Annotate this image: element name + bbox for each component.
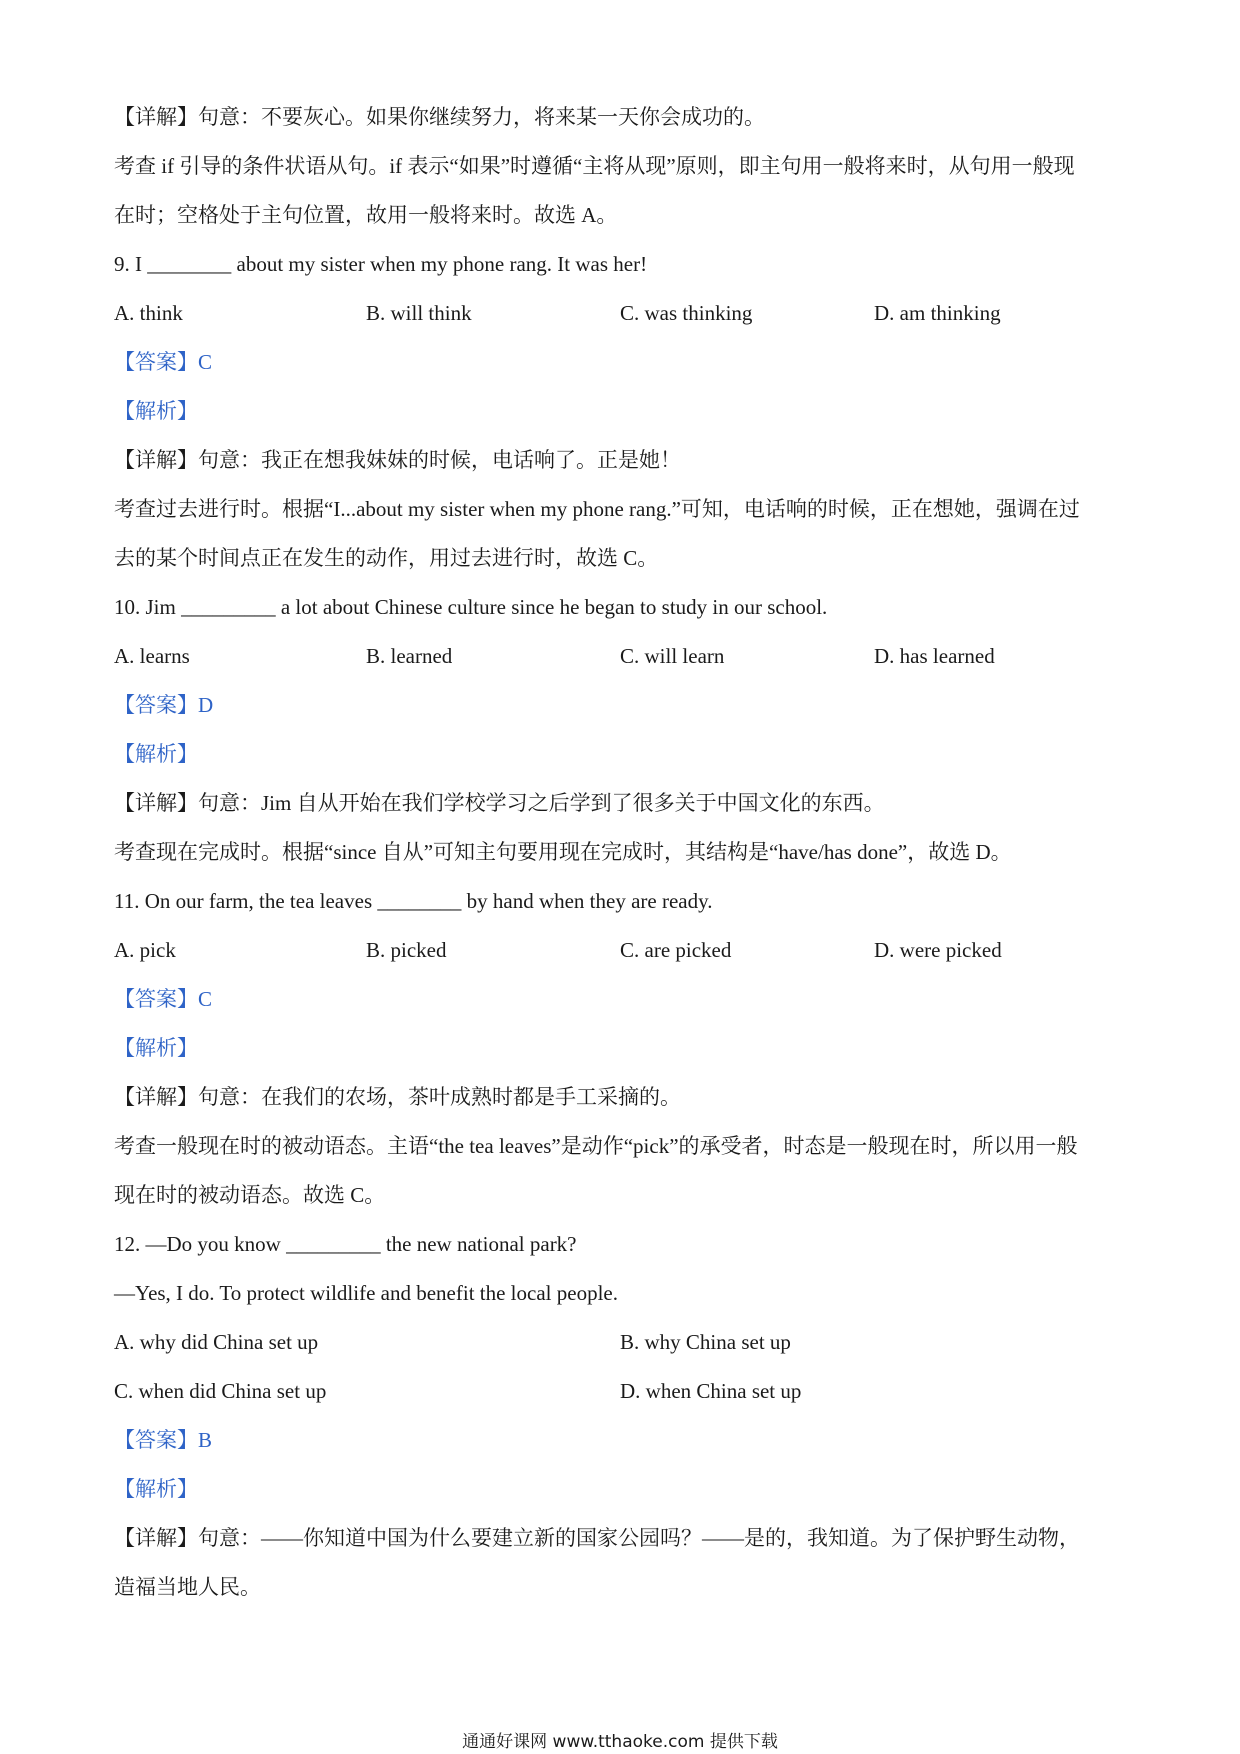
q8-analysis-line2: 在时；空格处于主句位置，故用一般将来时。故选 A。 <box>114 203 618 227</box>
q10-option-d: D. has learned <box>874 644 995 668</box>
q9-stem: 9. I ________ about my sister when my phone rang. It was her! <box>114 252 648 276</box>
q12-answer: 【答案】B <box>114 1428 213 1452</box>
page-footer: 通通好课网 www.tthaoke.com 提供下载 <box>462 1732 778 1752</box>
q11-option-b: B. picked <box>366 938 447 962</box>
q12-detail-line1: 【详解】句意：——你知道中国为什么要建立新的国家公园吗？——是的，我知道。为了保护野生动物， <box>114 1526 1080 1550</box>
q10-option-b: B. learned <box>366 644 453 668</box>
q9-analysis-line2: 去的某个时间点正在发生的动作，用过去进行时，故选 C。 <box>114 546 659 570</box>
q11-option-c: C. are picked <box>620 938 732 962</box>
q9-option-c: C. was thinking <box>620 301 753 325</box>
q11-analysis-line2: 现在时的被动语态。故选 C。 <box>114 1183 386 1207</box>
q12-option-b: B. why China set up <box>620 1330 791 1354</box>
q9-option-a: A. think <box>114 301 183 325</box>
q9-answer: 【答案】C <box>114 350 213 374</box>
q11-option-d: D. were picked <box>874 938 1002 962</box>
q9-option-b: B. will think <box>366 301 472 325</box>
q12-option-c: C. when did China set up <box>114 1379 327 1403</box>
q12-option-d: D. when China set up <box>620 1379 802 1403</box>
q10-stem: 10. Jim _________ a lot about Chinese culture since he began to study in our school. <box>114 595 828 619</box>
q11-analysis-line1: 考查一般现在时的被动语态。主语“the tea leaves”是动作“pick”的承受者，时态是一般现在时，所以用一般 <box>114 1134 1078 1158</box>
q10-detail: 【详解】句意：Jim 自从开始在我们学校学习之后学到了很多关于中国文化的东西。 <box>114 791 885 815</box>
q10-option-c: C. will learn <box>620 644 725 668</box>
q11-answer: 【答案】C <box>114 987 213 1011</box>
q12-stem: 12. —Do you know _________ the new national park? <box>114 1232 577 1256</box>
q8-detail: 【详解】句意：不要灰心。如果你继续努力，将来某一天你会成功的。 <box>114 105 765 129</box>
q8-analysis-line1: 考查 if 引导的条件状语从句。if 表示“如果”时遵循“主将从现”原则，即主句用一般将来时，从句用一般现 <box>114 154 1075 178</box>
q11-stem: 11. On our farm, the tea leaves ________ by hand when they are ready. <box>114 889 713 913</box>
q10-option-a: A. learns <box>114 644 190 668</box>
q9-jiexi: 【解析】 <box>114 399 198 423</box>
q12-jiexi: 【解析】 <box>114 1477 198 1501</box>
q12-detail-line2: 造福当地人民。 <box>114 1575 261 1599</box>
q11-option-a: A. pick <box>114 938 176 962</box>
q10-jiexi: 【解析】 <box>114 742 198 766</box>
q10-answer: 【答案】D <box>114 693 214 717</box>
q10-analysis-line1: 考查现在完成时。根据“since 自从”可知主句要用现在完成时，其结构是“have/has done”，故选 D。 <box>114 840 1012 864</box>
q9-option-d: D. am thinking <box>874 301 1001 325</box>
q9-analysis-line1: 考查过去进行时。根据“I...about my sister when my phone rang.”可知，电话响的时候，正在想她，强调在过 <box>114 497 1080 521</box>
q11-detail: 【详解】句意：在我们的农场，茶叶成熟时都是手工采摘的。 <box>114 1085 681 1109</box>
q11-jiexi: 【解析】 <box>114 1036 198 1060</box>
q12-reply: —Yes, I do. To protect wildlife and benefit the local people. <box>114 1281 618 1305</box>
q12-option-a: A. why did China set up <box>114 1330 319 1354</box>
q9-detail: 【详解】句意：我正在想我妹妹的时候，电话响了。正是她！ <box>114 448 681 472</box>
